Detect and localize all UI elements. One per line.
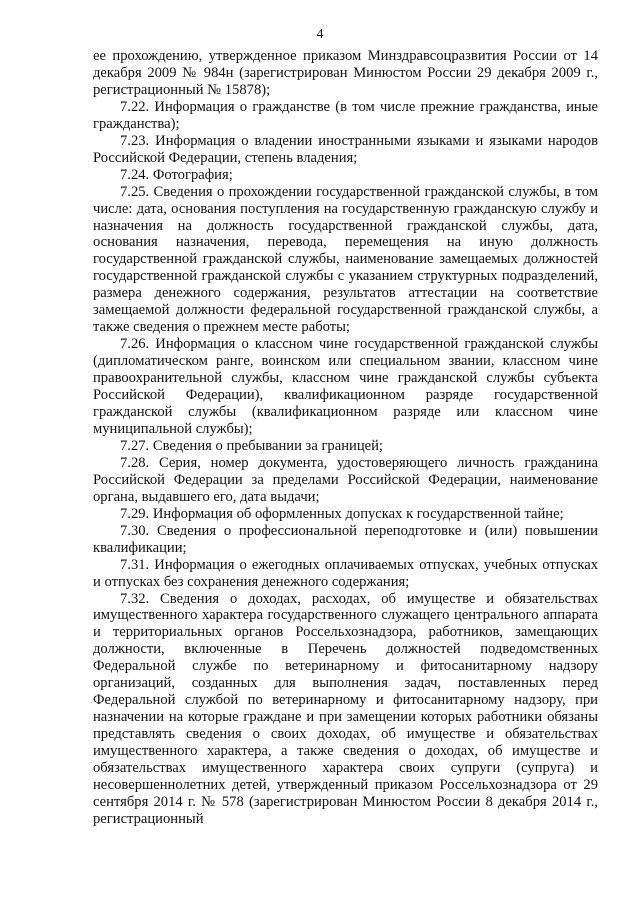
paragraph-continuation: ее прохождению, утвержденное приказом Минздравсоцразвития России от 14 декабря 2009 № 984н (зарегистрирован Минюстом России 29 декабря 2009 г., регистрационный № 15878); — [93, 48, 598, 98]
paragraph-7-22-citizenship: 7.22. Информация о гражданстве (в том числе прежние гражданства, иные гражданства); — [93, 98, 598, 132]
paragraph-7-24-photo: 7.24. Фотография; — [120, 166, 233, 183]
page-number: 4 — [316, 27, 324, 42]
paragraph-7-23-languages: 7.23. Информация о владении иностранными языками и языками народов Российской Федерации, степень владения; — [93, 132, 598, 166]
paragraph-7-32-income: 7.32. Сведения о доходах, расходах, об имуществе и обязательствах имущественного характера государственного служащего центрального аппарата и территориальных органов Россельхознадзора, работников, замещающих должности, включенные в Перечень должностей подведомственных Федеральной службе по ветеринарному и фитосанитарному надзору организаций, созданных для выполнения задач, поставленных перед Федеральной службой по ветеринарному и фитосанитарному надзору, при назначении на которые граждане и при замещении которых работники обязаны представлять сведения о своих доходах, об имуществе и обязательствах имущественного характера, а также сведения о доходах, об имуществе и обязательствах имущественного характера своих супруги (супруга) и несовершеннолетних детей, утвержденный приказом Россельхознадзора от 29 сентября 2014 г. № 578 (зарегистрирован Минюстом России 8 декабря 2014 г., регистрационный — [93, 590, 598, 827]
paragraph-7-31-vacations: 7.31. Информация о ежегодных оплачиваемых отпусках, учебных отпусках и отпусках без сохранения денежного содержания; — [93, 556, 598, 590]
paragraph-7-29-clearance: 7.29. Информация об оформленных допусках к государственной тайне; — [120, 505, 564, 522]
document-body — [93, 48, 598, 828]
paragraph-7-30-training: 7.30. Сведения о профессиональной переподготовке и (или) повышении квалификации; — [93, 522, 598, 556]
paragraph-7-26-class-rank: 7.26. Информация о классном чине государственной гражданской службы (дипломатическом ранге, воинском или специальном звании, классном чине правоохранительной службы, классном чине гражданской службы субъекта Российской Федерации), квалификационном разряде государственной гражданской службы (квалификационном разряде или классном чине муниципальной службы); — [93, 336, 598, 437]
paragraph-7-25-civil-service: 7.25. Сведения о прохождении государственной гражданской службы, в том числе: дата, основания поступления на государственную гражданскую службу и назначения на должность государственной гражданской службы, дата, основания назначения, перевода, перемещения на иную должность государственной гражданской службы, наименование замещаемых должностей государственной гражданской службы с указанием структурных подразделений, размера денежного содержания, результатов аттестации на соответствие замещаемой должности федеральной государственной гражданской службы, а также сведения о прежнем месте работы; — [93, 183, 598, 336]
paragraph-7-27-abroad: 7.27. Сведения о пребывании за границей; — [120, 437, 383, 454]
paragraph-7-28-passport: 7.28. Серия, номер документа, удостоверяющего личность гражданина Российской Федерации за пределами Российской Федерации, наименование органа, выдавшего его, дата выдачи; — [93, 454, 598, 505]
